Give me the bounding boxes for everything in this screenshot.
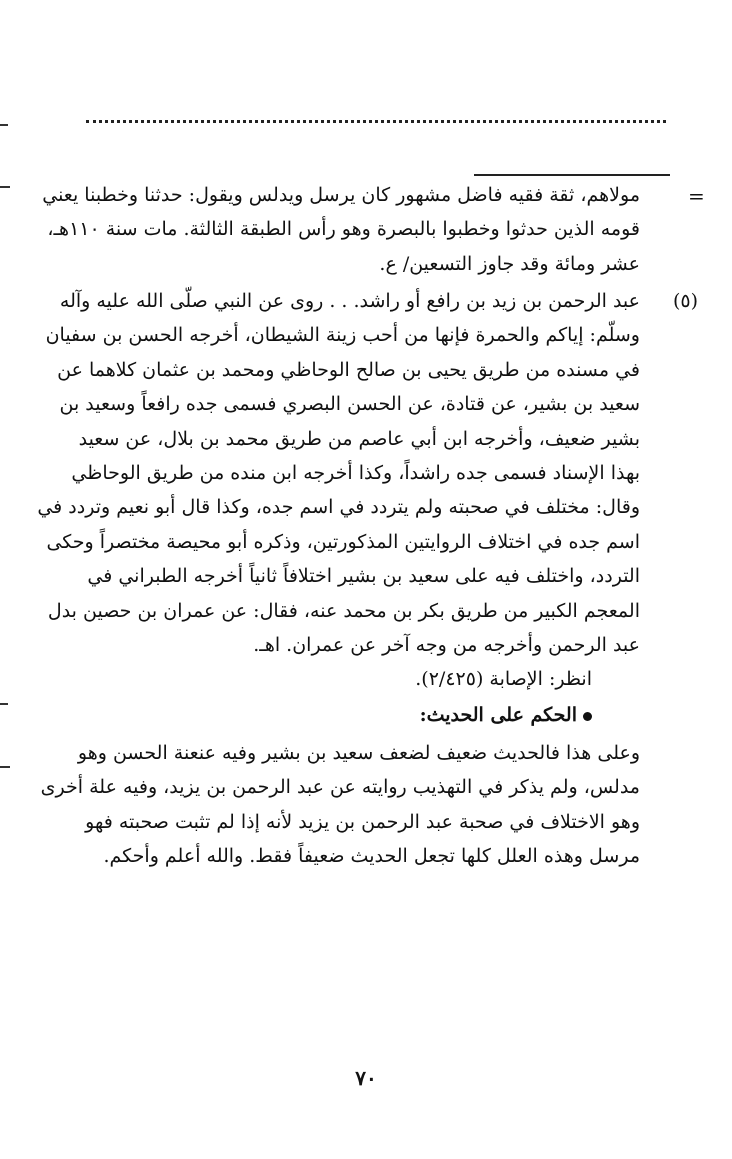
ruling-paragraph [40,736,640,874]
text-line: وعلى هذا فالحديث ضعيف لضعف سعيد بن بشير وفيه عنعنة الحسن وهو [77,742,640,764]
footnote-5 [37,284,640,662]
text-line: قومه الذين حدثوا وخطبوا بالبصرة وهو رأس الطبقة الثالثة. مات سنة ١١٠هـ، [47,218,640,241]
source-reference: انظر: الإصابة (٢/٤٢٥). [415,668,592,690]
scan-edge-mark-top [0,124,8,126]
text-line: مولاهم، ثقة فقيه فاضل مشهور كان يرسل ويدلس ويقول: حدثنا وخطبنا يعني [42,184,640,206]
text-line: مدلس، ولم يذكر في التهذيب روايته عن عبد الرحمن بن يزيد، وفيه علة أخرى [40,776,640,799]
text-line: بهذا الإسناد فسمى جده راشداً، وكذا أخرجه ابن منده من طريق الوحاظي [71,462,640,485]
text-line: وهو الاختلاف في صحبة عبد الرحمن بن يزيد لأنه إذا لم تثبت صحبته فهو [85,810,640,833]
text-line: سعيد بن بشير، عن قتادة، عن الحسن البصري فسمى جده رافعاً وسعيد بن [59,393,640,416]
scan-edge-mark-upper [0,186,10,188]
text-line: التردد، واختلف فيه على سعيد بن بشير اختلافاً ثانياً أخرجه الطبراني في [87,565,640,588]
continuation-mark: = [688,184,705,208]
ruling-heading-text: الحكم على الحديث: [419,704,577,726]
dotted-separator [86,120,666,123]
text-line: عبد الرحمن وأخرجه من وجه آخر عن عمران. اهـ. [253,634,640,657]
footnote-rule [474,174,670,176]
text-line: مرسل وهذه العلل كلها تجعل الحديث ضعيفاً فقط. والله أعلم وأحكم. [103,845,640,868]
text-line: بشير ضعيف، وأخرجه ابن أبي عاصم من طريق محمد بن بلال، عن سعيد [78,427,640,450]
text-line: في مسنده من طريق يحيى بن صالح الوحاظي ومحمد بن عثمان كلاهما عن [57,358,640,381]
text-line: وسلّم: إياكم والحمرة فإنها من أحب زينة الشيطان، أخرجه الحسن بن سفيان [45,324,640,347]
text-line: وقال: مختلف في صحبته ولم يتردد في اسم جده، وكذا قال أبو نعيم وتردد في [37,496,640,519]
scan-edge-mark-lower [0,766,10,768]
text-line: المعجم الكبير من طريق بكر بن محمد عنه، فقال: عن عمران بن حصين بدل [47,599,640,622]
footnote-number: (٥) [672,290,698,312]
text-line: عشر ومائة وقد جاوز التسعين/ ع. [379,252,640,275]
continued-footnote [42,178,640,281]
page-number: ٧٠ [355,1066,377,1090]
text-line: عبد الرحمن بن زيد بن رافع أو راشد. . . روى عن النبي صلّى الله عليه وآله [59,290,640,312]
bullet-icon [583,712,592,721]
scan-edge-mark-middle [0,703,8,705]
ruling-heading [420,698,592,732]
text-line: اسم جده في اختلاف الروايتين المذكورتين، وذكره أبو محيصة مختصراً وحكى [46,530,640,553]
